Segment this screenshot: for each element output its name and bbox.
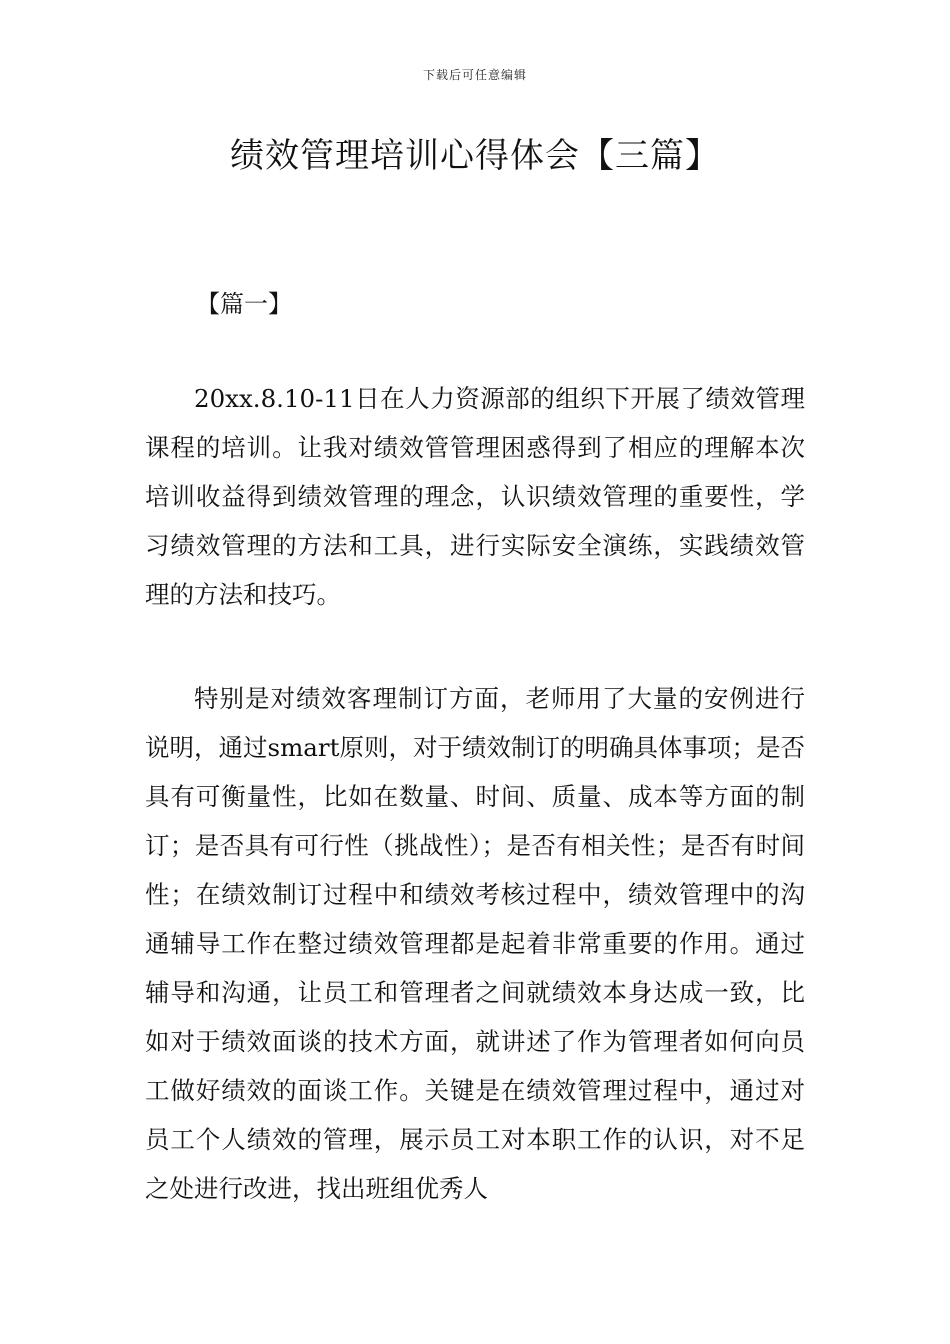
section-heading: 【篇一】 [196, 290, 292, 318]
body-paragraph-1: 20xx.8.10-11日在人力资源部的组织下开展了绩效管理课程的培训。让我对绩效管管理困惑得到了相应的理解本次培训收益得到绩效管理的理念，认识绩效管理的重要性，学习绩效管理的方法和工具，进行实际安全演练，实践绩效管理的方法和技巧。 [145, 384, 805, 609]
document-title: 绩效管理培训心得体会【三篇】 [230, 136, 720, 176]
body-paragraph-2: 特别是对绩效客理制订方面，老师用了大量的安例进行说明，通过smart原则，对于绩效制订的明确具体事项；是否具有可衡量性，比如在数量、时间、质量、成本等方面的制订；是否具有可行性（挑战性）；是否有相关性；是否有时间性；在绩效制订过程中和绩效考核过程中，绩效管理中的沟通辅导工作在整过绩效管理都是起着非常重要的作用。通过辅导和沟通，让员工和管理者之间就绩效本身达成一致，比如对于绩效面谈的技术方面，就讲述了作为管理者如何向员工做好绩效的面谈工作。关键是在绩效管理过程中，通过对员工个人绩效的管理，展示员工对本职工作的认识，对不足之处进行改进，找出班组优秀人 [145, 684, 805, 1203]
page-header-note: 下载后可任意编辑 [422, 68, 527, 82]
